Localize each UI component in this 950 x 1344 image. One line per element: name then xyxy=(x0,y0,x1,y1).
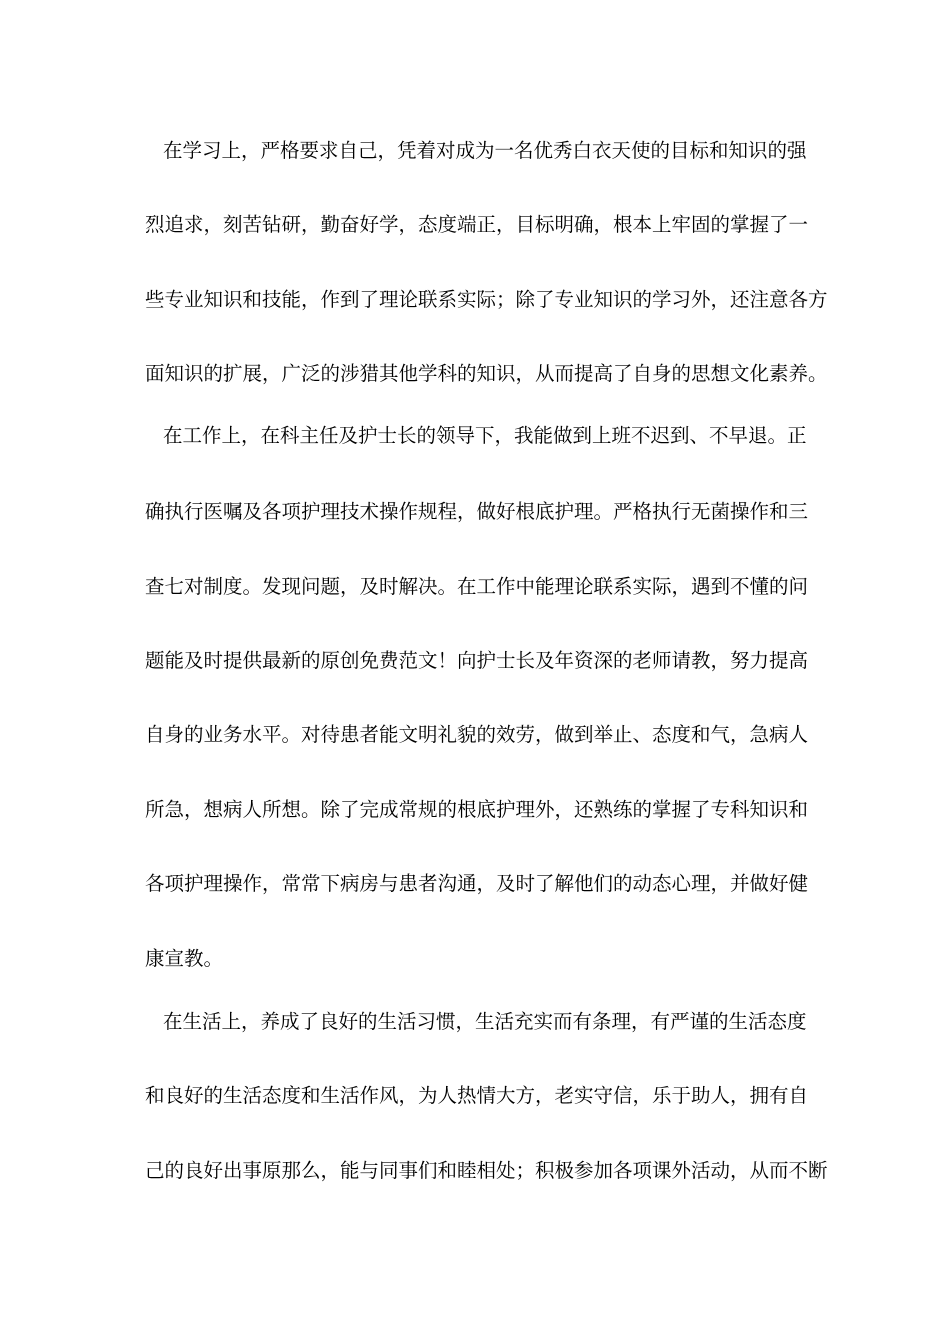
text-line: 确执行医嘱及各项护理技术操作规程，做好根底护理。严格执行无菌操作和三 xyxy=(145,500,809,523)
text-line: 各项护理操作，常常下病房与患者沟通，及时了解他们的动态心理，并做好健 xyxy=(145,872,809,895)
text-line: 己的良好出事原那么，能与同事们和睦相处；积极参加各项课外活动，从而不断 xyxy=(145,1159,828,1182)
text-line: 和良好的生活态度和生活作风，为人热情大方，老实守信，乐于助人，拥有自 xyxy=(145,1084,809,1107)
text-line: 些专业知识和技能，作到了理论联系实际；除了专业知识的学习外，还注意各方 xyxy=(145,288,828,311)
text-line: 自身的业务水平。对待患者能文明礼貌的效劳，做到举止、态度和气，急病人 xyxy=(145,723,809,746)
text-line: 在工作上，在科主任及护士长的领导下，我能做到上班不迟到、不早退。正 xyxy=(163,424,807,447)
text-line: 面知识的扩展，广泛的涉猎其他学科的知识，从而提高了自身的思想文化素养。 xyxy=(145,362,828,385)
text-line: 在学习上，严格要求自己，凭着对成为一名优秀白衣天使的目标和知识的强 xyxy=(163,139,807,162)
text-line: 所急，想病人所想。除了完成常规的根底护理外，还熟练的掌握了专科知识和 xyxy=(145,798,809,821)
text-line: 查七对制度。发现问题，及时解决。在工作中能理论联系实际，遇到不懂的问 xyxy=(145,575,809,598)
text-line: 题能及时提供最新的原创免费范文！向护士长及年资深的老师请教，努力提高 xyxy=(145,649,809,672)
text-line: 在生活上，养成了良好的生活习惯，生活充实而有条理，有严谨的生活态度 xyxy=(163,1010,807,1033)
text-line: 烈追求，刻苦钻研，勤奋好学，态度端正，目标明确，根本上牢固的掌握了一 xyxy=(145,213,809,236)
text-line: 康宣教。 xyxy=(145,947,224,970)
